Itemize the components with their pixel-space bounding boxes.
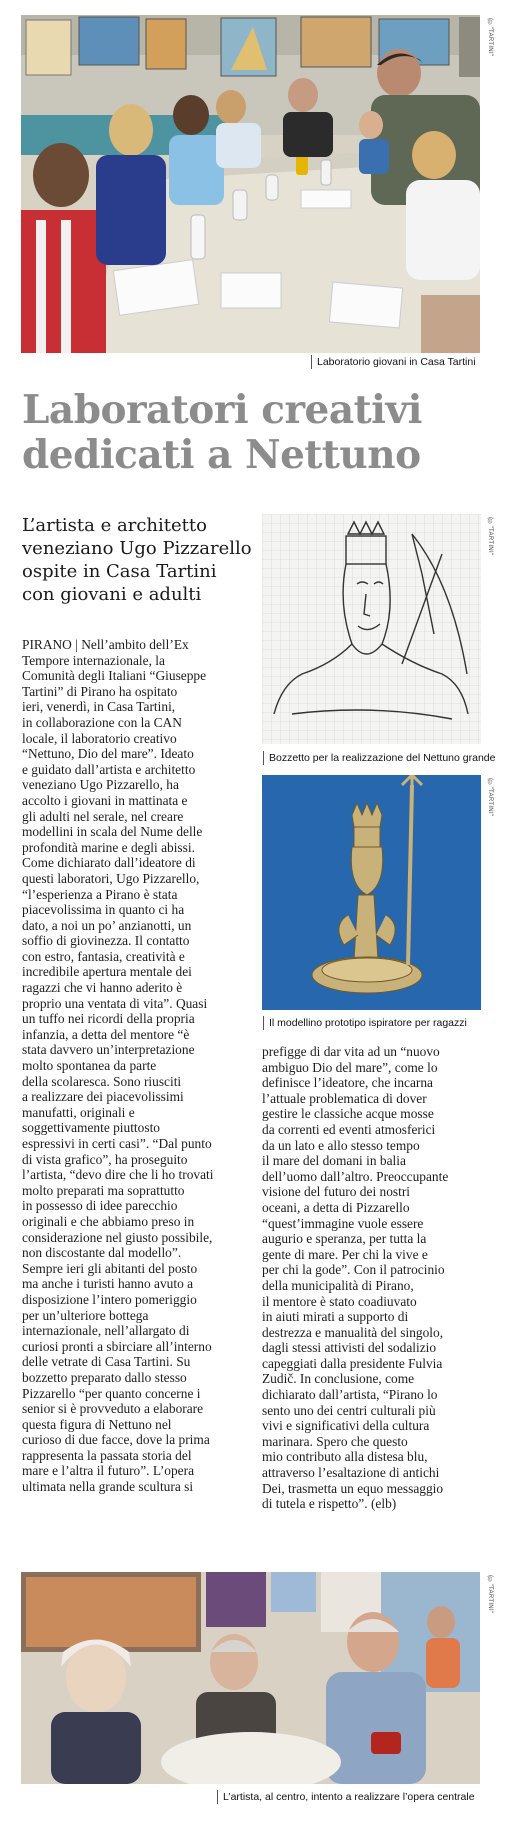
body-text-line: il mentore è stato coadiuvato xyxy=(262,1293,417,1309)
body-text-line: manufatti, originali e xyxy=(22,1104,135,1120)
caption-artist: L’artista, al centro, intento a realizzare l’opera centrale xyxy=(217,1790,475,1804)
body-column-right xyxy=(262,1044,482,1512)
body-text-line: piacevolissima in quanto ci ha xyxy=(22,902,185,918)
body-text-line: curiosi pronti a sbirciare all’interno xyxy=(22,1338,212,1354)
article-headline: Laboratori creativi dedicati a Nettuno xyxy=(22,387,422,478)
body-text-line: con estro, fantasia, creatività e xyxy=(22,948,185,964)
body-text-line: incredibile apertura mentale dei xyxy=(22,964,192,980)
body-text-line: definisce l’ideatore, che incarna xyxy=(262,1075,434,1091)
body-text-line: accolto i giovani in mattinata e xyxy=(22,792,188,808)
body-text-line: da correnti ed eventi atmosferici xyxy=(262,1121,436,1137)
photo-credit: (©"TARTINI" xyxy=(487,18,493,57)
body-text-line: il mare del domani in balia xyxy=(262,1153,406,1169)
body-text-line: considerazione nel giusto possibile, xyxy=(22,1229,213,1245)
body-text-line: “quest’immagine vuole essere xyxy=(262,1215,424,1231)
body-text-line: da un lato e allo stesso tempo xyxy=(262,1137,420,1153)
photo-credit: (©"TARTINI" xyxy=(487,778,493,817)
body-text-line: e guidato dall’artista e architetto xyxy=(22,761,196,777)
body-text-line: in aiuti mirati a supporto di xyxy=(262,1309,409,1325)
body-text-line: “l’esperienza a Pirano è stata xyxy=(22,886,178,902)
sketch-illustration xyxy=(262,514,481,744)
body-text-line: “Nettuno, Dio del mare”. Ideato xyxy=(22,746,194,762)
body-text-line: sento uno dei centri culturali più xyxy=(262,1402,436,1418)
body-text-line: destrezza e manualità del singolo, xyxy=(262,1324,444,1340)
body-text-line: dell’uomo dall’altro. Preoccupante xyxy=(262,1168,449,1184)
body-text-line: Tartini” di Pirano ha ospitato xyxy=(22,683,178,699)
body-text-line: PIRANO | Nell’ambito dell’Ex xyxy=(22,637,189,652)
body-text-line: bozzetto preparato dallo stesso xyxy=(22,1369,187,1385)
body-text-line: a realizzare dei piacevolissimi xyxy=(22,1089,184,1105)
body-text-line: non discostante dal modello”. xyxy=(22,1245,182,1261)
body-text-line: Comunità degli Italiani “Giuseppe xyxy=(22,668,207,684)
body-text-line: di tutela e rispetto”. (elb) xyxy=(262,1496,397,1512)
model-illustration xyxy=(262,775,481,1010)
body-text-line: curioso di due facce, dove la prima xyxy=(22,1432,210,1448)
body-text-line: ultimata nella grande scultura si xyxy=(22,1479,194,1495)
article-subhead: L’artista e architetto veneziano Ugo Pizzarello ospite in Casa Tartini con giovani e adulti xyxy=(22,515,252,605)
body-text-line: prefigge di dar vita ad un “nuovo xyxy=(262,1044,440,1059)
body-text-line: locale, il laboratorio creativo xyxy=(22,730,177,746)
body-text-line: rappresenta la passata storia del xyxy=(22,1447,192,1463)
caption-model: Il modellino prototipo ispiratore per ragazzi xyxy=(263,1016,467,1030)
photo-sketch xyxy=(262,514,481,744)
body-text-line: in possesso di idee parecchio xyxy=(22,1198,178,1214)
body-text-line: profondità marine e degli abissi. xyxy=(22,839,195,855)
body-text-line: della municipalità di Pirano, xyxy=(262,1277,414,1293)
workshop-illustration xyxy=(21,15,480,353)
body-column-left xyxy=(22,637,250,1495)
body-text-line: oceani, a detta di Pizzarello xyxy=(262,1199,410,1215)
body-text-line: proprio una ventata di vita”. Quasi xyxy=(22,995,208,1011)
caption-sketch: Bozzetto per la realizzazione del Nettuno grande xyxy=(263,751,495,765)
body-text-line: infanzia, a detta del mentore “è xyxy=(22,1026,190,1042)
body-text-line: capeggiati dalla presidente Fulvia xyxy=(262,1355,443,1371)
body-text-line: Tempore internazionale, la xyxy=(22,652,165,668)
body-text-line: delle vetrate di Casa Tartini. Su xyxy=(22,1354,191,1370)
body-text-line: Sempre ieri gli abitanti del posto xyxy=(22,1260,198,1276)
body-text-line: soffio di giovinezza. Il contatto xyxy=(22,933,190,949)
artist-illustration xyxy=(21,1572,480,1784)
body-text-line: Come dichiarato dall’ideatore di xyxy=(22,855,196,871)
body-text-line: espressivi in certi casi”. “Dal punto xyxy=(22,1136,212,1151)
body-text-line: molto spontanea da parte xyxy=(22,1058,157,1074)
body-text-line: augurio e speranza, per tutta la xyxy=(262,1231,427,1247)
body-text-line: gestire le classiche acque mosse xyxy=(262,1106,434,1122)
body-text-line: Pizzarello “per quanto concerne i xyxy=(22,1385,201,1401)
body-text-line: modellini in scala del Nume delle xyxy=(22,824,203,840)
photo-workshop-youth xyxy=(21,15,480,353)
body-text-line: l’artista, “devo dire che li ho trovati xyxy=(22,1167,214,1183)
caption-workshop-youth: Laboratorio giovani in Casa Tartini xyxy=(311,355,476,369)
body-text-line: per un’ulteriore bottega xyxy=(22,1307,149,1323)
photo-credit: (©"TARTINI" xyxy=(487,1575,493,1614)
body-text-line: ragazzi che vi hanno aderito è xyxy=(22,980,183,996)
body-text-line: questa figura di Nettuno nel xyxy=(22,1416,172,1432)
body-text-line: disposizione l’intero pomeriggio xyxy=(22,1291,197,1307)
body-text-line: vivi e significativi della cultura xyxy=(262,1418,430,1434)
body-text-line: stata davvero un’interpretazione xyxy=(22,1042,195,1058)
body-text-line: ma anche i turisti hanno avuto a xyxy=(22,1276,194,1292)
body-text-line: soggettivamente piuttosto xyxy=(22,1120,160,1136)
photo-artist xyxy=(21,1572,480,1784)
body-text-line: mare e l’altra il futuro”. L’opera xyxy=(22,1463,195,1479)
body-text-line: molto preparati ma soprattutto xyxy=(22,1182,185,1198)
body-text-line: Dei, trasmetta un equo messaggio xyxy=(262,1480,444,1496)
body-text-line: dagli stessi attivisti del sodalizio xyxy=(262,1340,437,1356)
body-text-line: senior si è provveduto a elaborare xyxy=(22,1401,204,1417)
body-text-line: veneziano Ugo Pizzarello, ha xyxy=(22,777,179,793)
body-text-line: dichiarato dall’artista, “Pirano lo xyxy=(262,1387,438,1403)
body-text-line: attraverso l’esaltazione di antichi xyxy=(262,1465,440,1481)
body-text-line: in collaborazione con la CAN xyxy=(22,714,182,730)
photo-credit: (©"TARTINI" xyxy=(487,517,493,556)
body-text-line: originali e che abbiamo preso in xyxy=(22,1213,195,1229)
photo-model xyxy=(262,775,481,1010)
body-text-line: gli adulti nel serale, nel creare xyxy=(22,808,184,824)
body-text-line: l’attuale problematica di dover xyxy=(262,1090,427,1106)
body-text-line: della scolaresca. Sono riusciti xyxy=(22,1073,182,1089)
body-text-line: Zudič. In conclusione, come xyxy=(262,1371,415,1387)
body-text-line: per chi la gode”. Con il patrocinio xyxy=(262,1262,445,1278)
body-text-line: ambiguo Dio del mare”, come lo xyxy=(262,1059,438,1075)
body-text-line: un tuffo nei ricordi della propria xyxy=(22,1011,195,1027)
body-text-line: gente di mare. Per chi la vive e xyxy=(262,1246,428,1262)
body-text-line: questi laboratori, Ugo Pizzarello, xyxy=(22,870,200,886)
body-text-line: ieri, venerdì, in Casa Tartini, xyxy=(22,699,176,715)
body-text-line: marinara. Spero che questo xyxy=(262,1433,408,1449)
body-text-line: dato, a noi un po’ anzianotti, un xyxy=(22,917,192,933)
body-text-line: visione del futuro dei nostri xyxy=(262,1184,411,1200)
body-text-line: di vista grafico”, ha proseguito xyxy=(22,1151,188,1167)
body-text-line: mio contributo alla distesa blu, xyxy=(262,1449,428,1465)
body-text-line: internazionale, nell’allargato di xyxy=(22,1323,190,1339)
